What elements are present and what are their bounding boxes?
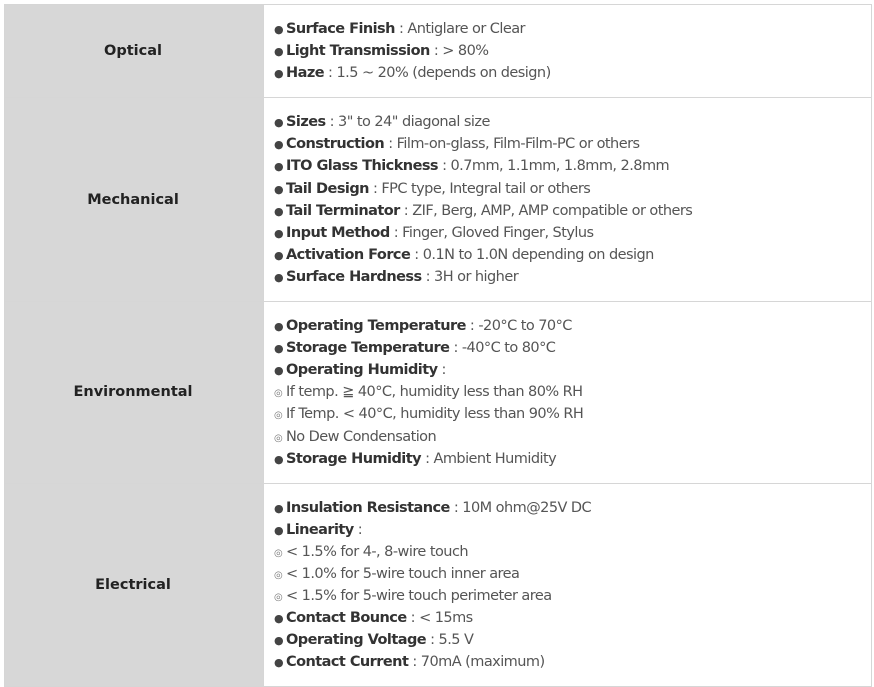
spec-separator: : [353,521,363,538]
spec-separator: : [384,136,397,153]
spec-item [274,200,871,222]
spec-item [274,519,871,541]
spec-label: Operating Temperature [286,318,466,335]
sub-bullet-icon: ◎ [274,547,283,559]
spec-label: Contact Bounce [286,610,407,627]
bullet-icon: ● [274,656,284,670]
bullet-icon: ● [274,138,284,152]
spec-separator: : [449,340,462,357]
spec-separator: : [421,450,434,467]
spec-value: 1.5 ~ 20% (depends on design) [336,65,551,82]
bullet-icon: ● [274,523,284,537]
spec-item [274,178,871,200]
spec-value: If temp. ≧ 40°C, humidity less than 80% RH [286,384,583,401]
bullet-icon: ● [274,160,284,174]
spec-value: No Dew Condensation [286,428,437,445]
spec-item [274,222,871,244]
spec-value: ZIF, Berg, AMP, AMP compatible or others [412,202,693,219]
spec-label: Input Method [286,224,390,241]
sub-bullet-icon: ◎ [274,569,283,581]
spec-label: Haze [286,65,324,82]
bullet-icon: ● [274,270,284,284]
spec-separator: : [410,246,423,263]
spec-table [4,4,872,687]
spec-label: Operating Humidity [286,362,438,379]
spec-value: < 15ms [419,610,473,627]
spec-item [274,155,871,177]
spec-separator: : [399,202,413,219]
spec-value: -20°C to 70°C [478,318,572,335]
spec-label: Surface Hardness [286,268,422,285]
spec-value: 0.1N to 1.0N depending on design [422,246,654,263]
spec-label: Construction [286,136,385,153]
spec-value: > 80% [442,43,489,60]
spec-sub-item [274,403,871,425]
bullet-icon: ● [274,364,284,378]
category-label: Mechanical [87,191,179,208]
spec-separator: : [408,654,421,671]
spec-label: Tail Terminator [286,202,400,219]
spec-value: < 1.0% for 5-wire touch inner area [286,565,520,582]
spec-label: Linearity [286,521,354,538]
spec-label: Storage Humidity [286,450,422,467]
spec-separator: : [421,268,435,285]
spec-sub-item [274,381,871,403]
spec-value: 3H or higher [434,268,519,285]
spec-value: 70mA (maximum) [420,654,545,671]
spec-sub-item [274,563,871,585]
bullet-icon: ● [274,342,284,356]
sub-bullet-icon: ◎ [274,592,283,604]
bullet-icon: ● [274,248,284,262]
spec-row [5,483,872,687]
spec-separator: : [438,158,451,175]
spec-items-cell [264,302,872,484]
bullet-icon: ● [274,320,284,334]
spec-separator: : [394,21,408,37]
spec-label: Activation Force [286,246,411,263]
spec-separator: : [324,65,337,82]
category-cell [5,302,264,484]
spec-label: Contact Current [286,654,409,671]
category-label: Optical [104,43,162,60]
spec-label: Insulation Resistance [286,499,450,516]
spec-item [274,607,871,629]
bullet-icon: ● [274,67,284,81]
spec-sub-item [274,426,871,448]
spec-item [274,315,871,337]
category-cell [5,483,264,687]
spec-label: Tail Design [286,180,369,197]
spec-value: 3" to 24" diagonal size [338,114,490,131]
spec-separator: : [325,114,339,131]
spec-sub-item [274,541,871,563]
spec-item [274,133,871,155]
spec-separator: : [465,318,479,335]
spec-item [274,111,871,133]
spec-item [274,40,871,62]
spec-row [5,98,872,302]
spec-label: Surface Finish [286,21,395,37]
spec-value: FPC type, Integral tail or others [381,180,591,197]
spec-item [274,651,871,673]
bullet-icon: ● [274,501,284,515]
bullet-icon: ● [274,45,284,59]
spec-value: 5.5 V [438,632,474,649]
sub-bullet-icon: ◎ [274,432,283,444]
bullet-icon: ● [274,204,284,218]
spec-value: If Temp. < 40°C, humidity less than 90% RH [286,406,584,423]
sub-bullet-icon: ◎ [274,388,283,400]
spec-value: Antiglare or Clear [407,21,525,37]
spec-label: Storage Temperature [286,340,450,357]
spec-label: ITO Glass Thickness [286,158,439,175]
spec-item [274,629,871,651]
spec-sub-item [274,585,871,607]
bullet-icon: ● [274,226,284,240]
spec-value: 10M ohm@25V DC [462,499,592,516]
category-cell [5,98,264,302]
spec-label: Light Transmission [286,43,430,60]
spec-value: 0.7mm, 1.1mm, 1.8mm, 2.8mm [450,158,670,175]
category-cell [5,5,264,98]
spec-value: Finger, Gloved Finger, Stylus [402,224,594,241]
spec-separator: : [368,180,382,197]
spec-item [274,244,871,266]
spec-items-cell [264,483,872,687]
sub-bullet-icon: ◎ [274,410,283,422]
spec-label: Sizes [286,114,326,131]
spec-separator: : [437,362,446,379]
spec-item [274,497,871,519]
spec-separator: : [429,43,443,60]
spec-item [274,18,871,40]
spec-item [274,448,871,470]
spec-separator: : [389,224,403,241]
spec-value: Ambient Humidity [433,450,557,467]
spec-separator: : [426,632,439,649]
spec-separator: : [449,499,463,516]
bullet-icon: ● [274,23,284,36]
spec-row [5,5,872,98]
spec-separator: : [406,610,420,627]
spec-value: -40°C to 80°C [461,340,556,357]
spec-value: < 1.5% for 5-wire touch perimeter area [286,588,552,605]
spec-item [274,337,871,359]
spec-items-cell [264,98,872,302]
spec-item [274,62,871,84]
bullet-icon: ● [274,634,284,648]
spec-row [5,302,872,484]
spec-label: Operating Voltage [286,632,427,649]
bullet-icon: ● [274,612,284,626]
spec-item [274,359,871,381]
spec-item [274,266,871,288]
category-label: Environmental [73,384,193,401]
bullet-icon: ● [274,116,284,130]
bullet-icon: ● [274,182,284,196]
spec-value: Film-on-glass, Film-Film-PC or others [396,136,640,153]
spec-items-cell [264,5,872,98]
category-label: Electrical [95,577,171,594]
spec-value: < 1.5% for 4-, 8-wire touch [286,543,469,560]
bullet-icon: ● [274,452,284,466]
